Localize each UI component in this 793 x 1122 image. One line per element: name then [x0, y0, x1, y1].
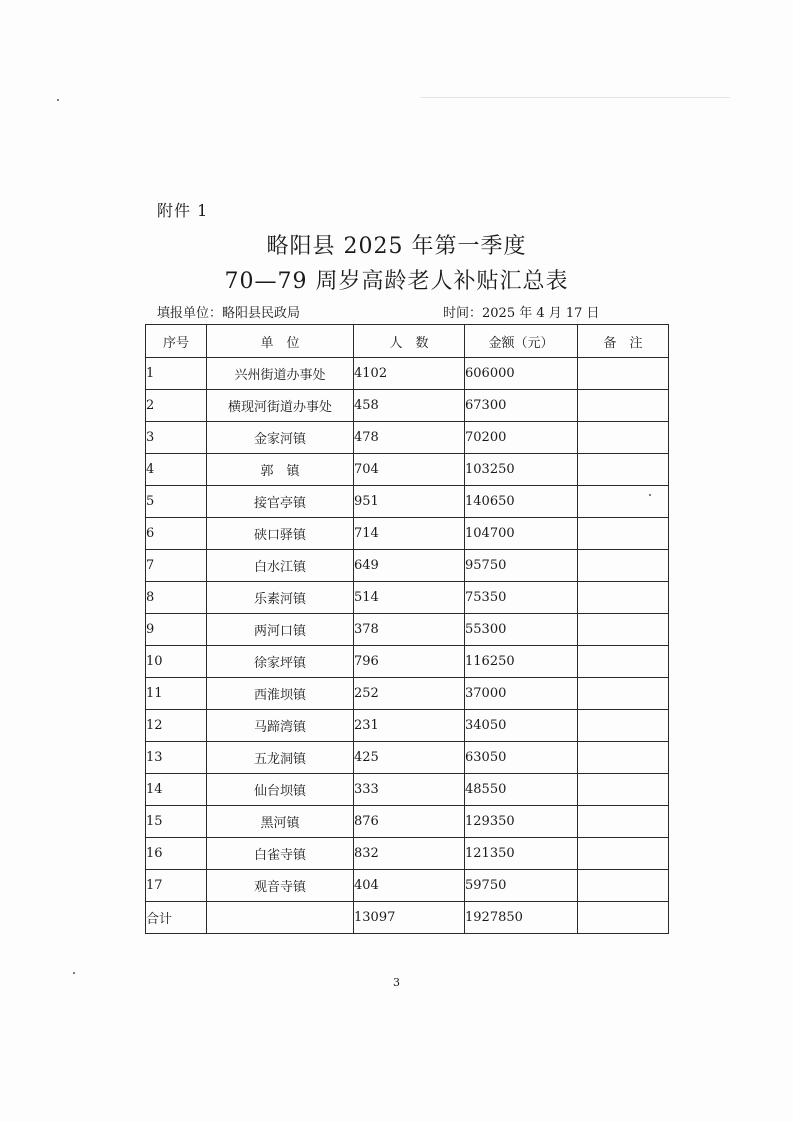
- cell-seq: 16: [146, 838, 207, 870]
- cell-amount: 55300: [465, 614, 578, 646]
- cell-unit: 黑河镇: [207, 806, 354, 838]
- cell-seq: 12: [146, 710, 207, 742]
- table-total-row: [146, 902, 669, 934]
- cell-remark: [578, 582, 669, 614]
- cell-amount: 37000: [465, 678, 578, 710]
- report-time: 时间：2025 年 4 月 17 日: [443, 306, 600, 321]
- cell-remark: [578, 774, 669, 806]
- cell-remark: [578, 646, 669, 678]
- cell-remark: [578, 614, 669, 646]
- cell-remark: [578, 838, 669, 870]
- cell-remark: [578, 454, 669, 486]
- cell-unit: 乐素河镇: [207, 582, 354, 614]
- cell-remark: [578, 422, 669, 454]
- cell-remark: [578, 710, 669, 742]
- cell-seq: 4: [146, 454, 207, 486]
- reporting-unit: 填报单位：略阳县民政局: [157, 306, 301, 321]
- cell-seq: 10: [146, 646, 207, 678]
- cell-count: 231: [354, 710, 465, 742]
- table-row: [146, 358, 669, 390]
- header-amount: 金额（元）: [465, 325, 578, 358]
- header-remark: 备 注: [578, 325, 669, 358]
- table-row: [146, 454, 669, 486]
- cell-count: 832: [354, 838, 465, 870]
- document-title-line1: 略阳县 2025 年第一季度: [266, 234, 527, 259]
- total-unit: [207, 902, 354, 934]
- cell-remark: [578, 390, 669, 422]
- cell-unit: 白水江镇: [207, 550, 354, 582]
- cell-unit: 两河口镇: [207, 614, 354, 646]
- cell-seq: 15: [146, 806, 207, 838]
- cell-count: 333: [354, 774, 465, 806]
- cell-seq: 17: [146, 870, 207, 902]
- cell-count: 478: [354, 422, 465, 454]
- table-row: [146, 518, 669, 550]
- cell-seq: 2: [146, 390, 207, 422]
- cell-amount: 95750: [465, 550, 578, 582]
- cell-unit: 五龙洞镇: [207, 742, 354, 774]
- scan-speck: [57, 99, 59, 101]
- scan-artifact-line: [420, 97, 730, 98]
- table-row: [146, 550, 669, 582]
- cell-unit: 西淮坝镇: [207, 678, 354, 710]
- cell-remark: [578, 678, 669, 710]
- cell-remark: [578, 806, 669, 838]
- table-row: [146, 486, 669, 518]
- cell-seq: 6: [146, 518, 207, 550]
- cell-unit: 兴州街道办事处: [207, 358, 354, 390]
- cell-amount: 140650: [465, 486, 578, 518]
- cell-count: 649: [354, 550, 465, 582]
- cell-seq: 13: [146, 742, 207, 774]
- cell-count: 425: [354, 742, 465, 774]
- cell-remark: [578, 870, 669, 902]
- cell-seq: 3: [146, 422, 207, 454]
- cell-amount: 103250: [465, 454, 578, 486]
- table-header-row: [146, 325, 669, 358]
- header-unit: 单 位: [207, 325, 354, 358]
- table-row: [146, 774, 669, 806]
- cell-seq: 5: [146, 486, 207, 518]
- cell-amount: 67300: [465, 390, 578, 422]
- cell-count: 378: [354, 614, 465, 646]
- cell-remark: [578, 358, 669, 390]
- cell-count: 704: [354, 454, 465, 486]
- header-count: 人 数: [354, 325, 465, 358]
- table-row: [146, 646, 669, 678]
- cell-seq: 11: [146, 678, 207, 710]
- cell-amount: 48550: [465, 774, 578, 806]
- table-row: [146, 870, 669, 902]
- table-row: [146, 806, 669, 838]
- cell-unit: 金家河镇: [207, 422, 354, 454]
- cell-seq: 14: [146, 774, 207, 806]
- cell-count: 951: [354, 486, 465, 518]
- cell-unit: 横现河街道办事处: [207, 390, 354, 422]
- table-row: [146, 390, 669, 422]
- cell-count: 876: [354, 806, 465, 838]
- cell-amount: 129350: [465, 806, 578, 838]
- cell-unit: 郭 镇: [207, 454, 354, 486]
- total-count: 13097: [354, 902, 465, 934]
- cell-count: 796: [354, 646, 465, 678]
- cell-seq: 9: [146, 614, 207, 646]
- cell-amount: 70200: [465, 422, 578, 454]
- attachment-label: 附件 1: [157, 201, 209, 220]
- total-label: 合计: [146, 902, 207, 934]
- cell-unit: 观音寺镇: [207, 870, 354, 902]
- cell-amount: 121350: [465, 838, 578, 870]
- cell-amount: 116250: [465, 646, 578, 678]
- document-title-line2: 70—79 周岁高龄老人补贴汇总表: [224, 269, 569, 294]
- table-row: [146, 422, 669, 454]
- cell-remark: [578, 486, 669, 518]
- page-number: 3: [393, 976, 400, 989]
- table-body: [146, 358, 669, 902]
- table-row: [146, 582, 669, 614]
- cell-seq: 7: [146, 550, 207, 582]
- subsidy-summary-table: [145, 324, 669, 934]
- cell-unit: 马蹄湾镇: [207, 710, 354, 742]
- cell-count: 458: [354, 390, 465, 422]
- total-remark: [578, 902, 669, 934]
- table-row: [146, 678, 669, 710]
- scan-speck: [73, 972, 75, 974]
- cell-amount: 75350: [465, 582, 578, 614]
- table-row: [146, 838, 669, 870]
- table-row: [146, 742, 669, 774]
- cell-unit: 硖口驿镇: [207, 518, 354, 550]
- cell-unit: 接官亭镇: [207, 486, 354, 518]
- cell-count: 4102: [354, 358, 465, 390]
- cell-remark: [578, 742, 669, 774]
- table-row: [146, 710, 669, 742]
- cell-amount: 104700: [465, 518, 578, 550]
- cell-remark: [578, 550, 669, 582]
- header-seq: 序号: [146, 325, 207, 358]
- cell-seq: 8: [146, 582, 207, 614]
- cell-amount: 59750: [465, 870, 578, 902]
- cell-count: 252: [354, 678, 465, 710]
- cell-seq: 1: [146, 358, 207, 390]
- cell-amount: 34050: [465, 710, 578, 742]
- cell-unit: 仙台坝镇: [207, 774, 354, 806]
- cell-amount: 606000: [465, 358, 578, 390]
- cell-count: 714: [354, 518, 465, 550]
- cell-amount: 63050: [465, 742, 578, 774]
- cell-unit: 白雀寺镇: [207, 838, 354, 870]
- cell-count: 404: [354, 870, 465, 902]
- cell-remark: [578, 518, 669, 550]
- cell-unit: 徐家坪镇: [207, 646, 354, 678]
- total-amount: 1927850: [465, 902, 578, 934]
- cell-count: 514: [354, 582, 465, 614]
- table-row: [146, 614, 669, 646]
